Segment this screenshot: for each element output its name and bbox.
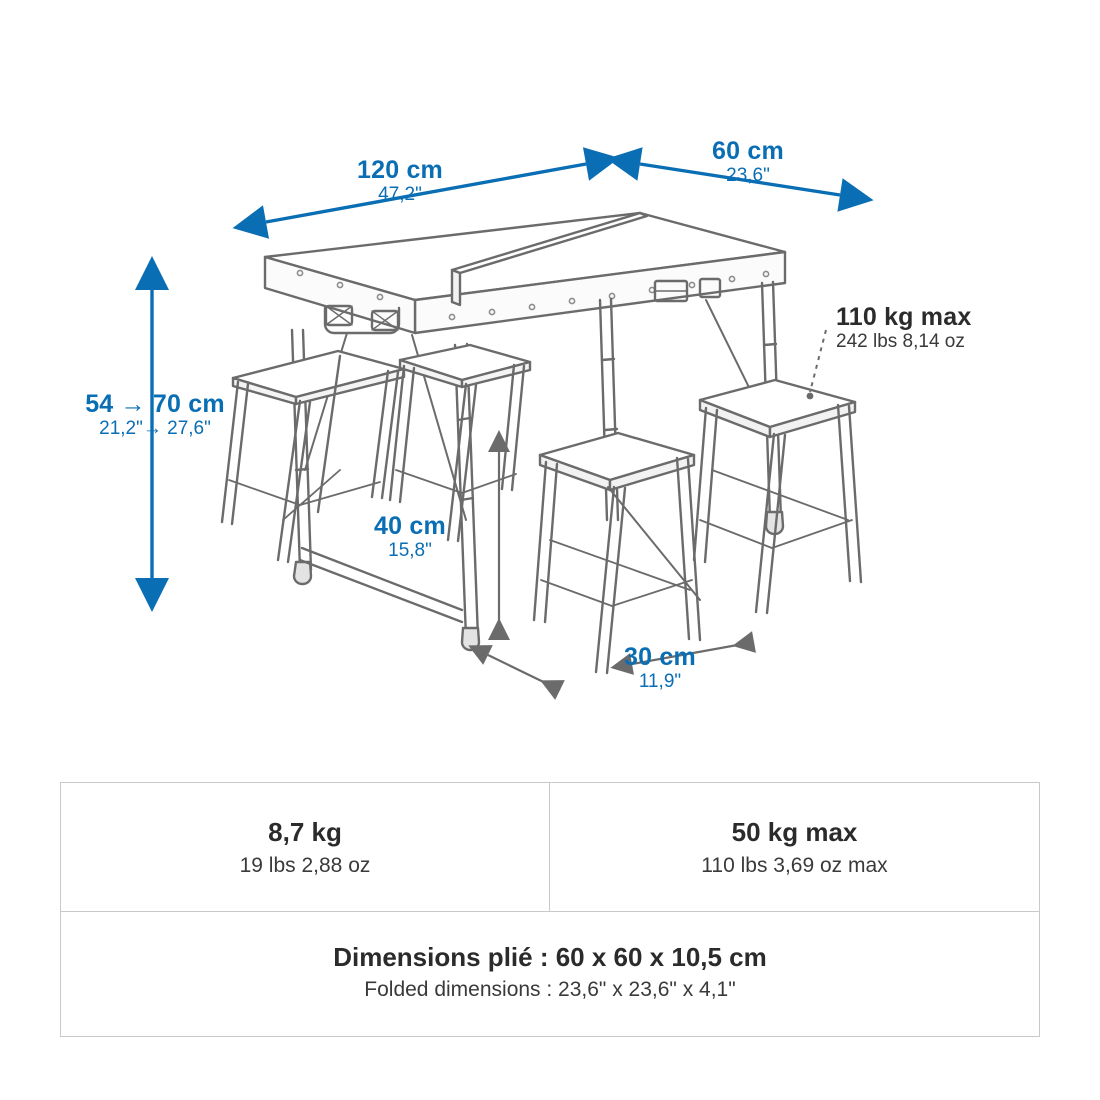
table-row: [61, 783, 1039, 912]
table-and-stools-illustration: [222, 213, 861, 673]
dimension-stool-height-imperial: 15,8": [388, 540, 432, 561]
dimension-label-width: [300, 156, 500, 205]
dimension-label-stool-width: [570, 643, 750, 692]
spec-cell-weight: [61, 783, 550, 911]
dimension-label-stool-height: [320, 512, 500, 561]
stool-max-load-metric: 50 kg max: [731, 817, 858, 847]
dimension-height-metric: 54 → 70 cm: [85, 390, 225, 418]
weight-metric: 8,7 kg: [268, 817, 342, 847]
specifications-table: [60, 782, 1040, 1037]
max-load-metric: 110 kg max: [836, 303, 972, 331]
dimension-depth-metric: 60 cm: [712, 137, 784, 165]
folded-dimensions-metric: Dimensions plié : 60 x 60 x 10,5 cm: [333, 941, 767, 972]
dimension-label-max-load: [836, 303, 1056, 352]
folded-dimensions-imperial: Folded dimensions : 23,6" x 23,6" x 4,1": [364, 977, 736, 1001]
dimension-label-height-range: [55, 390, 255, 439]
dimension-width-metric: 120 cm: [357, 156, 443, 184]
dimension-height-imperial: 21,2"→ 27,6": [99, 418, 211, 439]
stool-max-load-imperial: 110 lbs 3,69 oz max: [701, 854, 888, 878]
dimension-stool-width-metric: 30 cm: [624, 643, 696, 671]
dimension-depth-imperial: 23,6": [726, 165, 770, 186]
dimension-label-depth: [648, 137, 848, 186]
max-load-imperial: 242 lbs 8,14 oz: [836, 331, 965, 352]
dimension-stool-height-metric: 40 cm: [374, 512, 446, 540]
dimension-stool-width-imperial: 11,9": [638, 671, 682, 692]
weight-imperial: 19 lbs 2,88 oz: [239, 854, 371, 878]
dimension-width-imperial: 47,2": [378, 184, 422, 205]
table-row: [61, 912, 1039, 1036]
spec-cell-stool-max-load: [550, 783, 1039, 911]
spec-cell-folded-dimensions: [61, 912, 1039, 1036]
